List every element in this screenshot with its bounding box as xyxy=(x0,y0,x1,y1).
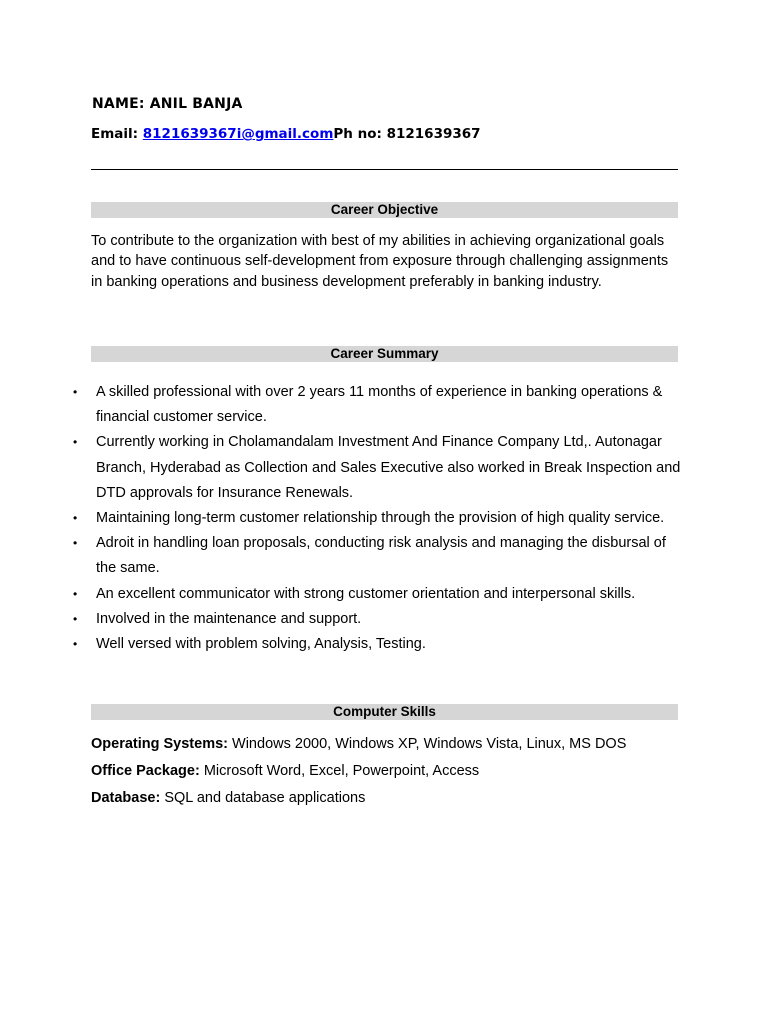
bullet-icon: • xyxy=(73,511,78,526)
list-item-text: Involved in the maintenance and support. xyxy=(96,610,362,627)
contact-line xyxy=(91,126,481,142)
list-item-text: Adroit in handling loan proposals, conducting risk analysis and managing the disbursal of the same. xyxy=(96,535,666,577)
career-objective-heading: Career Objective xyxy=(91,202,678,218)
list-item xyxy=(73,632,681,657)
phone-label: Ph no: xyxy=(333,126,387,142)
list-item-text: Well versed with problem solving, Analysis, Testing. xyxy=(96,636,426,653)
list-item xyxy=(73,430,681,506)
skill-row-database xyxy=(91,785,691,812)
list-item-text: An excellent communicator with strong customer orientation and interpersonal skills. xyxy=(96,585,636,602)
phone-number: 8121639367 xyxy=(386,126,481,142)
career-objective-text: To contribute to the organization with best of my abilities in achieving organizational goals and to have continuous self-development from exposure through challenging assignments in banking operations and business development preferably in banking industry. xyxy=(91,233,669,290)
list-item xyxy=(73,607,681,632)
skill-row-operating-systems xyxy=(91,731,691,758)
list-item xyxy=(73,582,681,607)
computer-skills-heading: Computer Skills xyxy=(91,704,678,720)
bullet-icon: • xyxy=(73,435,78,450)
skill-value: SQL and database applications xyxy=(160,790,366,806)
email-label: Email: xyxy=(91,126,143,142)
career-summary-heading: Career Summary xyxy=(91,346,678,362)
skill-label: Database: xyxy=(91,790,161,806)
bullet-icon: • xyxy=(73,637,78,652)
skill-label: Operating Systems: xyxy=(91,736,228,752)
candidate-name: NAME: ANIL BANJA xyxy=(92,96,243,112)
bullet-icon: • xyxy=(73,611,78,626)
list-item xyxy=(73,531,681,581)
career-summary-list xyxy=(0,380,768,657)
skill-value: Microsoft Word, Excel, Powerpoint, Access xyxy=(199,763,480,779)
skill-value: Windows 2000, Windows XP, Windows Vista, Linux, MS DOS xyxy=(228,736,627,752)
header-divider xyxy=(91,169,678,170)
bullet-icon: • xyxy=(73,586,78,601)
list-item-text: A skilled professional with over 2 years 11 months of experience in banking operations & financial customer service. xyxy=(96,384,663,426)
list-item-text: Maintaining long-term customer relationship through the provision of high quality service. xyxy=(96,510,665,527)
skill-row-office-package xyxy=(91,758,691,785)
email-link[interactable]: 8121639367i@gmail.com xyxy=(142,126,334,142)
list-item xyxy=(73,506,681,531)
skill-label: Office Package: xyxy=(91,763,200,779)
computer-skills-list xyxy=(91,731,691,812)
list-item xyxy=(73,380,681,430)
list-item-text: Currently working in Cholamandalam Investment And Finance Company Ltd,. Autonagar Branch, Hyderabad as Collection and Sales Executive also worked in Break Inspection and DTD approvals for Insurance Renewals. xyxy=(96,434,681,501)
bullet-icon: • xyxy=(73,536,78,551)
bullet-icon: • xyxy=(73,385,78,399)
